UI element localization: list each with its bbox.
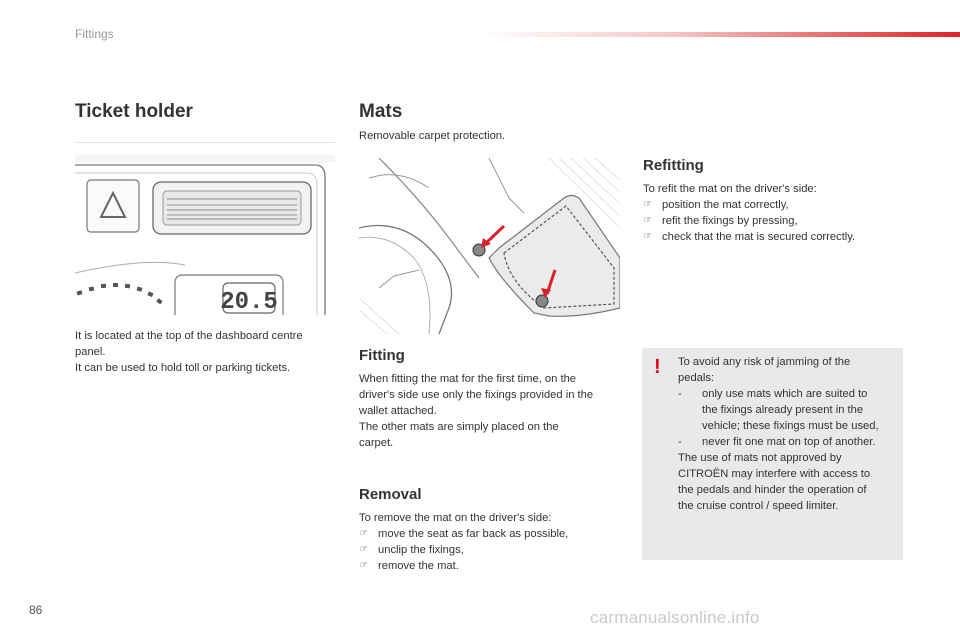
text-line: To remove the mat on the driver's side: (359, 512, 552, 524)
ticket-holder-description (75, 328, 340, 376)
text-line: the cruise control / speed limiter. (678, 500, 839, 512)
mats-illustration (359, 158, 620, 334)
page-number: 86 (29, 603, 43, 617)
pointing-hand-icon: ☞ (643, 215, 652, 226)
text-line: pedals: (678, 372, 715, 384)
pointing-hand-icon: ☞ (359, 560, 368, 571)
text-line: wallet attached. (359, 405, 437, 417)
text-line: The use of mats not approved by (678, 452, 842, 464)
refitting-heading: Refitting (643, 157, 704, 174)
list-item: ☞ move the seat as far back as possible, (359, 528, 569, 540)
text-line: driver's side use only the fixings provided in the (359, 389, 594, 401)
text-line: panel. (75, 346, 106, 358)
text-line: When fitting the mat for the first time, on the (359, 373, 577, 385)
mat-fixing-rear (536, 295, 548, 307)
refitting-steps (643, 197, 913, 245)
warning-list (678, 386, 898, 450)
pointing-hand-icon: ☞ (359, 528, 368, 539)
pointing-hand-icon: ☞ (643, 199, 652, 210)
hazard-button (87, 180, 139, 232)
section-title: Fittings (75, 27, 114, 41)
fitting-text (359, 371, 624, 451)
text-line: carpet. (359, 437, 394, 449)
removal-steps (359, 526, 624, 574)
display-digits: 20.5 (220, 289, 278, 315)
removal-heading: Removal (359, 486, 422, 503)
heading-divider (75, 142, 335, 143)
warning-exclamation-icon: ! (654, 356, 661, 378)
text-line: The other mats are simply placed on the (359, 421, 559, 433)
list-item: - only use mats which are suited to the fixings already present in the vehicle; these fixings must be used, (678, 388, 879, 432)
list-item: ☞ unclip the fixings, (359, 544, 464, 556)
list-item: - never fit one mat on top of another. (678, 436, 876, 448)
text-line: the pedals and hinder the operation of (678, 484, 867, 496)
fitting-heading: Fitting (359, 347, 405, 364)
list-item: ☞ remove the mat. (359, 560, 459, 572)
text-line: To refit the mat on the driver's side: (643, 183, 817, 195)
text-line: It can be used to hold toll or parking tickets. (75, 362, 291, 374)
warning-text (678, 354, 898, 514)
text-line: CITROËN may interfere with access to (678, 468, 871, 480)
watermark: carmanualsonline.info (590, 608, 760, 627)
list-item: ☞ refit the fixings by pressing, (643, 215, 798, 227)
ticket-holder-illustration (75, 155, 335, 315)
text-line: It is located at the top of the dashboard centre (75, 330, 303, 342)
list-item: ☞ position the mat correctly, (643, 199, 789, 211)
pointing-hand-icon: ☞ (359, 544, 368, 555)
mats-heading: Mats (359, 101, 403, 122)
list-item: ☞ check that the mat is secured correctly. (643, 231, 856, 243)
text-line: To avoid any risk of jamming of the (678, 356, 851, 368)
pointing-hand-icon: ☞ (643, 231, 652, 242)
removal-text (359, 510, 624, 574)
mats-intro: Removable carpet protection. (359, 130, 506, 142)
header-accent-bar (480, 32, 960, 37)
ticket-holder-heading: Ticket holder (75, 101, 193, 122)
refitting-text (643, 181, 913, 245)
